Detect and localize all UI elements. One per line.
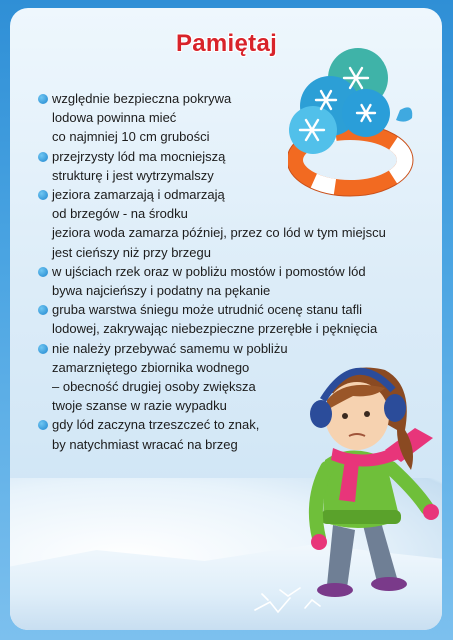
bullet-icon (38, 94, 48, 104)
list-item (38, 300, 438, 338)
bullet-icon (38, 152, 48, 162)
list-item (38, 185, 438, 262)
list-item (38, 262, 438, 300)
list-item (38, 147, 438, 185)
list-item-text: gruba warstwa śniegu może utrudnić ocenę stanu tafli (52, 302, 363, 318)
list-item-text: względnie bezpieczna pokrywa (52, 91, 232, 106)
bullet-icon (38, 267, 48, 277)
list-item-text: jeziora woda zamarza później, przez co lód w tym miejscu (52, 225, 386, 241)
list-item (38, 89, 438, 147)
bullet-icon (38, 344, 48, 354)
list-item-text: nie należy przebywać samemu w pobliżu (52, 340, 288, 356)
bullet-icon (38, 190, 48, 200)
bullet-icon (38, 420, 48, 430)
list-item-text: – obecność drugiej osoby zwiększa (52, 379, 256, 395)
list-item-text: od brzegów - na środku (52, 206, 188, 222)
list-item-text: lodowa powinna mieć (52, 110, 177, 126)
list-item-text: lodowej, zakrywając niebezpieczne przerębłe i pęknięcia (52, 321, 378, 337)
list-item-text: twoje szanse w razie wypadku (52, 398, 227, 414)
list-item-text: strukturę i jest wytrzymalszy (52, 167, 214, 183)
list-item-text: w ujściach rzek oraz w pobliżu mostów i pomostów lód (52, 263, 366, 279)
list-item-text: by natychmiast wracać na brzeg (52, 436, 238, 452)
list-item-text: zamarzniętego zbiornika wodnego (52, 359, 250, 375)
list-item-text: przejrzysty lód ma mocniejszą (52, 148, 226, 164)
page-title: Pamiętaj (175, 30, 278, 57)
list-item-text: jeziora zamarzają i odmarzają (52, 187, 225, 203)
list-item-text: bywa najcieńszy i podatny na pękanie (52, 283, 271, 299)
child-illustration (305, 350, 445, 605)
bullet-icon (38, 305, 48, 315)
cracked-ice-icon (250, 580, 340, 620)
list-item-text: jest cieńszy niż przy brzegu (52, 244, 211, 260)
list-item-text: gdy lód zaczyna trzeszczeć to znak, (52, 417, 260, 433)
list-item-text: co najmniej 10 cm grubości (52, 129, 210, 145)
